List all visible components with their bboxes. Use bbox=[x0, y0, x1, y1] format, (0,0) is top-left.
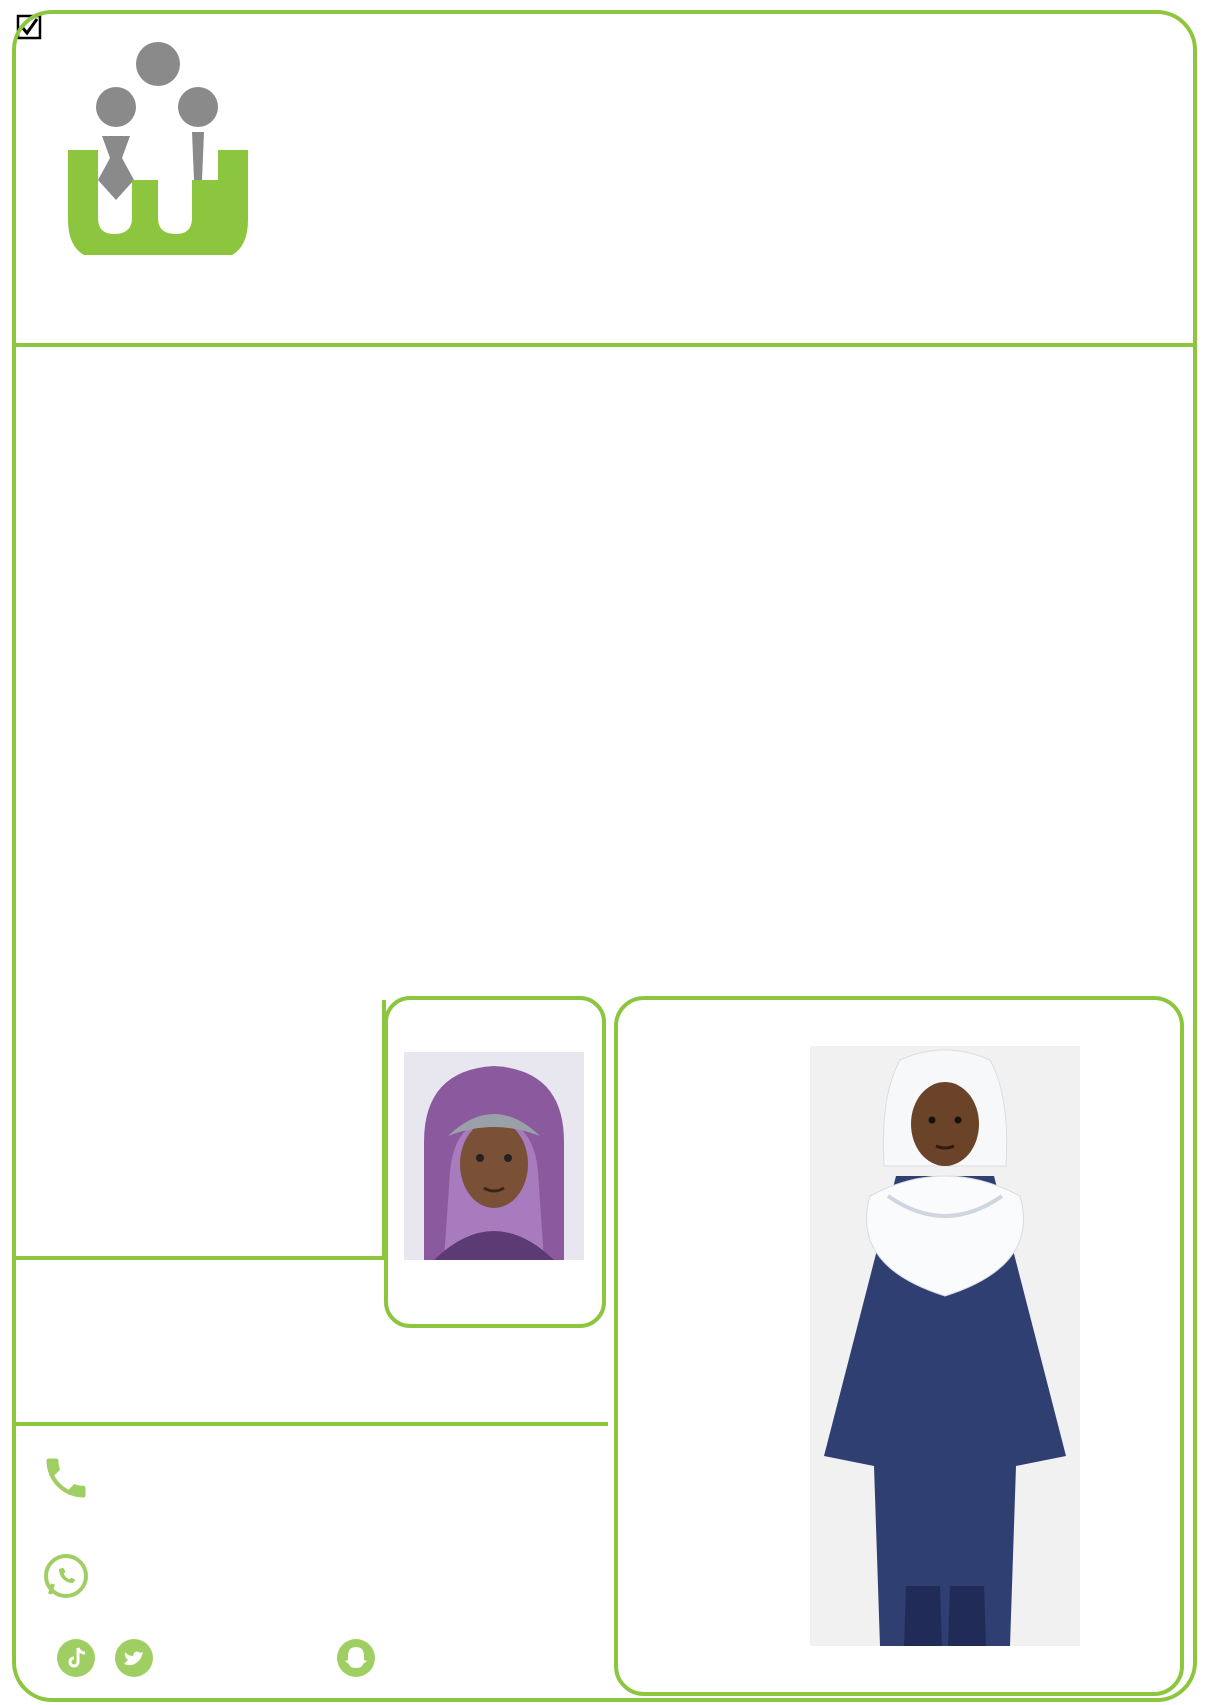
company-logo bbox=[40, 40, 300, 310]
phone-icon bbox=[40, 1452, 92, 1504]
divider-footer bbox=[14, 1422, 608, 1426]
divider-lang bbox=[14, 1256, 386, 1260]
snapchat-icon bbox=[336, 1638, 376, 1678]
full-body-photo bbox=[810, 1046, 1080, 1646]
logo-figures-icon bbox=[40, 40, 300, 255]
tiktok-icon bbox=[56, 1638, 96, 1678]
twitter-icon bbox=[114, 1638, 154, 1678]
qr-code bbox=[398, 1444, 584, 1630]
whatsapp-icon bbox=[42, 1552, 90, 1600]
passport-photo bbox=[404, 1052, 584, 1260]
divider-top bbox=[14, 343, 1195, 347]
